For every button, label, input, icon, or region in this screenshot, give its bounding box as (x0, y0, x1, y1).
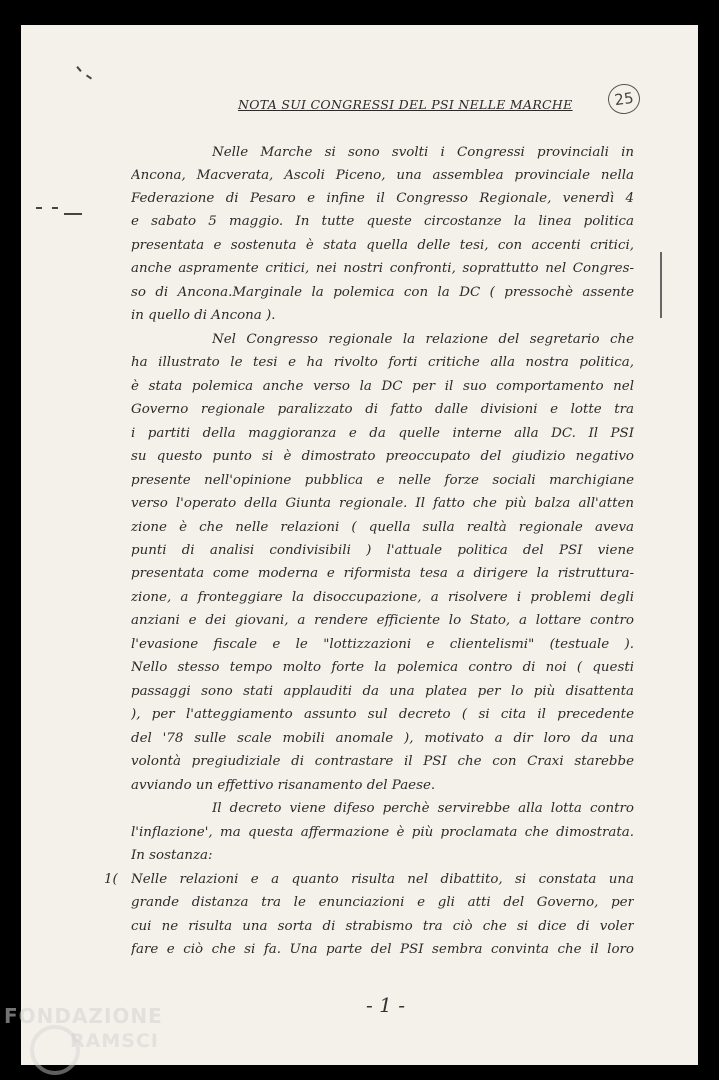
text-line: avviando un effettivo risanamento del Paese. (131, 778, 436, 793)
text-line: ha illustrato le tesi e ha rivolto forti critiche alla nostra politica, (131, 355, 634, 370)
text-line: punti di analisi condivisibili ) l'attuale politica del PSI viene (131, 543, 634, 558)
text-line: Nello stesso tempo molto forte la polemica contro di noi ( questi (131, 660, 634, 675)
watermark-line1: FONDAZIONE (4, 1004, 163, 1028)
handwritten-page-mark: 25 (606, 82, 642, 116)
text-line: cui ne risulta una sorta di strabismo tra ciò che si dice di voler (131, 919, 634, 934)
page-number: - 1 - (366, 993, 405, 1017)
text-line: in quello di Ancona ). (131, 308, 276, 323)
text-line: è stata polemica anche verso la DC per il suo comportamento nel (131, 379, 634, 394)
text-line: fare e ciò che si fa. Una parte del PSI sembra convinta che il loro (131, 942, 634, 957)
text-line: Nel Congresso regionale la relazione del segretario che (212, 332, 634, 347)
text-line: i partiti della maggioranza e da quelle interne alla DC. Il PSI (131, 426, 634, 441)
text-line: l'inflazione', ma questa affermazione è più proclamata che dimostrata. (131, 825, 634, 840)
text-line: ), per l'atteggiamento assunto sul decreto ( si cita il precedente (131, 707, 634, 722)
text-line: Federazione di Pesaro e infine il Congresso Regionale, venerdì 4 (131, 191, 634, 206)
text-line: presentata come moderna e riformista tesa a dirigere la ristruttura- (131, 566, 634, 581)
document-title: NOTA SUI CONGRESSI DEL PSI NELLE MARCHE (238, 97, 573, 112)
list-label: 1( (104, 872, 118, 887)
text-line: verso l'operato della Giunta regionale. Il fatto che più balza all'atten (131, 496, 634, 511)
text-line: presentata e sostenuta è stata quella delle tesi, con accenti critici, (131, 238, 634, 253)
text-line: In sostanza: (131, 848, 213, 863)
text-line: zione è che nelle relazioni ( quella sulla realtà regionale aveva (131, 520, 634, 535)
text-line: l'evasione fiscale e le "lottizzazioni e clientelismi" (testuale ). (131, 637, 634, 652)
text-line: Governo regionale paralizzato di fatto dalle divisioni e lotte tra (131, 402, 634, 417)
text-line: Nelle Marche si sono svolti i Congressi provinciali in (212, 145, 634, 160)
text-line: Ancona, Macverata, Ascoli Piceno, una assemblea provinciale nella (131, 168, 634, 183)
text-line: del '78 sulle scale mobili anomale ), motivato a dir loro da una (131, 731, 634, 746)
ink-mark (36, 207, 42, 209)
margin-line (660, 252, 662, 318)
text-line: zione, a fronteggiare la disoccupazione, a risolvere i problemi degli (131, 590, 634, 605)
text-line: Nelle relazioni e a quanto risulta nel dibattito, si constata una (131, 872, 634, 887)
ink-mark (64, 213, 82, 215)
text-line: anziani e dei giovani, a rendere efficiente lo Stato, a lottare contro (131, 613, 634, 628)
text-line: su questo punto si è dimostrato preoccupato del giudizio negativo (131, 449, 634, 464)
ink-mark (52, 207, 58, 209)
text-line: grande distanza tra le enunciazioni e gli atti del Governo, per (131, 895, 634, 910)
text-line: so di Ancona.Marginale la polemica con la DC ( pressochè assente (131, 285, 634, 300)
text-line: e sabato 5 maggio. In tutte queste circostanze la linea politica (131, 214, 634, 229)
text-line: anche aspramente critici, nei nostri confronti, soprattutto nel Congres- (131, 261, 634, 276)
watermark-line2: RAMSCI (70, 1030, 159, 1052)
text-line: presente nell'opinione pubblica e nelle forze sociali marchigiane (131, 473, 634, 488)
text-line: passaggi sono stati applauditi da una platea per lo più disattenta (131, 684, 634, 699)
text-line: volontà pregiudiziale di contrastare il PSI che con Craxi starebbe (131, 754, 634, 769)
text-line: Il decreto viene difeso perchè servirebbe alla lotta contro (212, 801, 634, 816)
